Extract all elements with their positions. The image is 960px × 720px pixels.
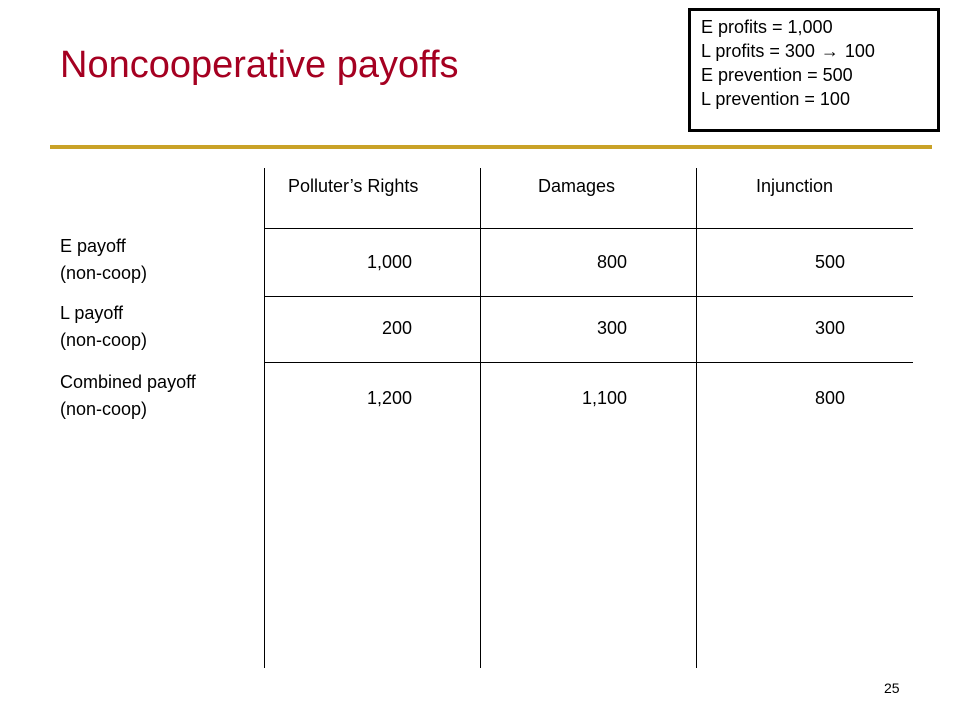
table-cell: 800	[814, 388, 845, 408]
arrow-right-icon: →	[820, 41, 839, 61]
row-label-line: (non-coop)	[60, 399, 148, 419]
column-divider	[480, 168, 481, 668]
title-underline	[50, 145, 932, 149]
table-cell: 300	[814, 318, 845, 338]
row-label-line: E payoff	[60, 236, 126, 256]
row-divider	[264, 296, 913, 297]
column-header-damages: Damages	[538, 176, 616, 196]
l-profits-value: L profits = 300	[701, 41, 815, 61]
table-cell: 300	[596, 318, 627, 338]
l-profits-new-value: 100	[844, 41, 875, 61]
table-cell: 1,200	[366, 388, 412, 408]
table-cell: 500	[814, 252, 845, 272]
row-divider	[264, 362, 913, 363]
e-prevention-text: E prevention = 500	[701, 65, 853, 85]
table-cell: 200	[381, 318, 412, 338]
row-label-e-payoff	[60, 233, 147, 287]
row-label-line: L payoff	[60, 303, 124, 323]
row-label-line: (non-coop)	[60, 330, 148, 350]
column-divider	[264, 168, 265, 668]
row-divider	[264, 228, 913, 229]
row-label-line: Combined payoff	[60, 372, 196, 392]
slide-title: Noncooperative payoffs	[60, 44, 459, 86]
table-cell: 800	[596, 252, 627, 272]
row-label-combined-payoff	[60, 369, 196, 423]
column-header-injunction: Injunction	[756, 176, 834, 196]
column-divider	[696, 168, 697, 668]
row-label-l-payoff	[60, 300, 147, 354]
table-cell: 1,100	[581, 388, 627, 408]
row-label-line: (non-coop)	[60, 263, 148, 283]
l-profits-text	[701, 39, 937, 63]
l-prevention-text: L prevention = 100	[701, 89, 850, 109]
assumptions-box	[688, 8, 940, 132]
column-header-polluters-rights: Polluter’s Rights	[288, 176, 419, 196]
e-profits-text: E profits = 1,000	[701, 17, 833, 37]
page-number: 25	[884, 680, 900, 696]
table-cell: 1,000	[366, 252, 412, 272]
